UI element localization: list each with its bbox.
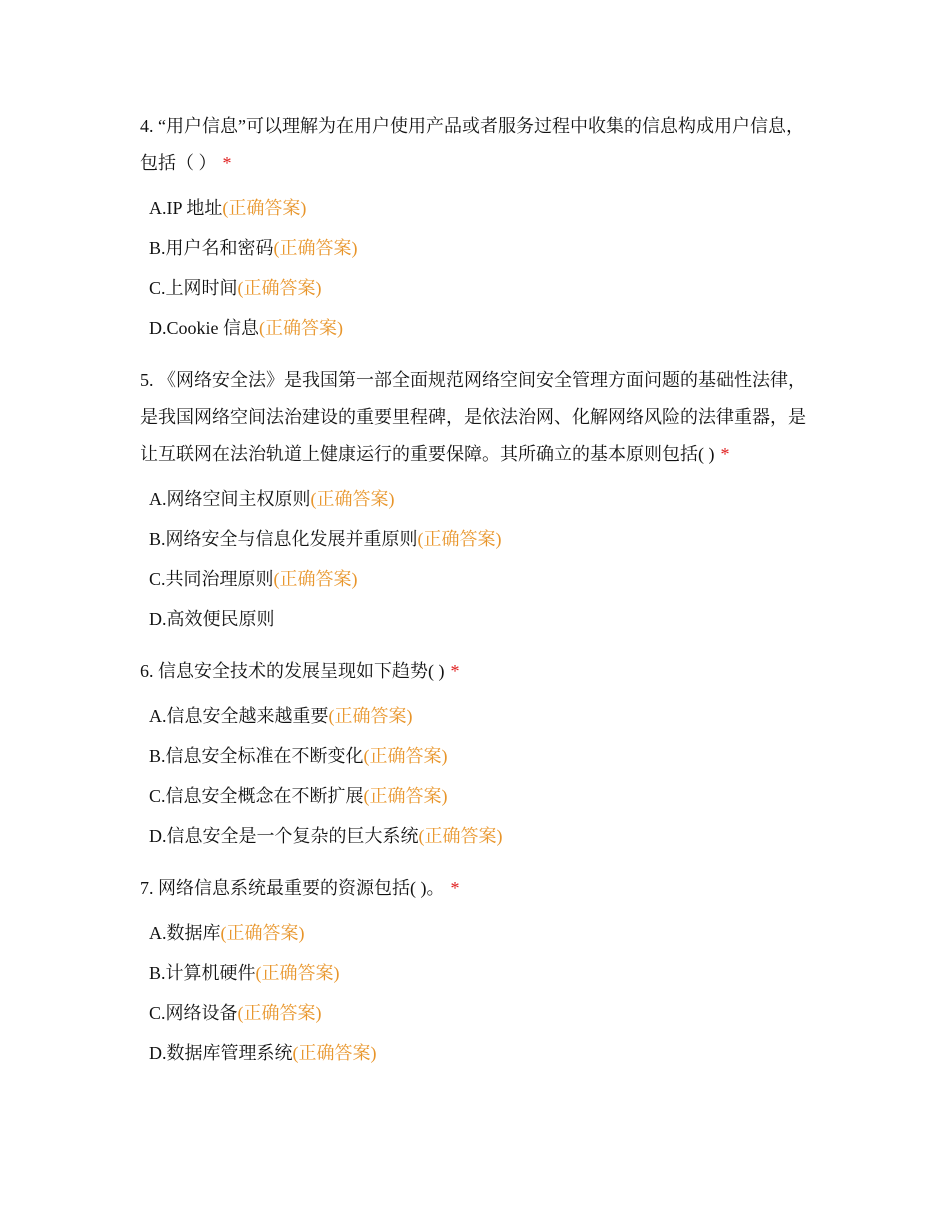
question-stem: 5. 《网络安全法》是我国第一部全面规范网络空间安全管理方面问题的基础性法律，是我国网络空间法治建设的重要里程碑，是依法治网、化解网络风险的法律重器，是让互联网在法治轨道上健康运行的重要保障。其所确立的基本原则包括( ) [140,370,806,464]
option-a [140,696,820,736]
correct-answer-note: (正确答案) [255,963,340,983]
option-b [140,953,820,993]
question-text [140,870,820,907]
option-label: D.Cookie 信息 [149,318,259,338]
correct-answer-note: (正确答案) [220,923,305,943]
option-label: C.上网时间 [149,278,238,298]
correct-answer-note: (正确答案) [259,318,343,338]
question-stem: 6. 信息安全技术的发展呈现如下趋势( ) [140,661,445,681]
option-c [140,776,820,816]
correct-answer-note: (正确答案) [237,1003,322,1023]
correct-answer-note: (正确答案) [310,489,395,509]
option-label: B.信息安全标准在不断变化 [149,746,364,766]
option-label: A.信息安全越来越重要 [149,706,329,726]
correct-answer-note: (正确答案) [363,746,448,766]
option-c [140,559,820,599]
correct-answer-note: (正确答案) [417,529,502,549]
question-7 [140,870,820,1073]
correct-answer-note: (正确答案) [363,786,448,806]
option-a [140,479,820,519]
option-label: B.计算机硬件 [149,963,256,983]
option-d [140,816,820,856]
question-text [140,653,820,690]
question-text [140,362,820,473]
option-a [140,913,820,953]
question-text [140,108,820,182]
option-c [140,268,820,308]
question-stem: 7. 网络信息系统最重要的资源包括( )。 [140,878,445,898]
option-label: C.共同治理原则 [149,569,274,589]
correct-answer-note: (正确答案) [292,1043,377,1063]
required-mark: * [450,661,460,681]
question-6 [140,653,820,856]
option-d [140,308,820,348]
option-label: A.数据库 [149,923,221,943]
correct-answer-note: (正确答案) [273,569,358,589]
option-label: C.信息安全概念在不断扩展 [149,786,364,806]
option-b [140,736,820,776]
option-label: D.高效便民原则 [149,609,275,629]
question-5 [140,362,820,639]
option-b [140,519,820,559]
option-label: D.信息安全是一个复杂的巨大系统 [149,826,419,846]
correct-answer-note: (正确答案) [418,826,503,846]
option-label: C.网络设备 [149,1003,238,1023]
option-d [140,599,820,639]
correct-answer-note: (正确答案) [273,238,358,258]
option-label: D.数据库管理系统 [149,1043,293,1063]
required-mark: * [720,444,730,464]
option-d [140,1033,820,1073]
option-a [140,188,820,228]
correct-answer-note: (正确答案) [237,278,322,298]
option-c [140,993,820,1033]
option-label: B.用户名和密码 [149,238,274,258]
option-label: A.网络空间主权原则 [149,489,311,509]
correct-answer-note: (正确答案) [328,706,413,726]
correct-answer-note: (正确答案) [222,198,307,218]
question-4 [140,108,820,348]
option-label: A.IP 地址 [149,198,223,218]
option-b [140,228,820,268]
required-mark: * [222,153,232,173]
required-mark: * [450,878,460,898]
question-stem: 4. “用户信息”可以理解为在用户使用产品或者服务过程中收集的信息构成用户信息，包括（ ） [140,116,804,173]
option-label: B.网络安全与信息化发展并重原则 [149,529,418,549]
